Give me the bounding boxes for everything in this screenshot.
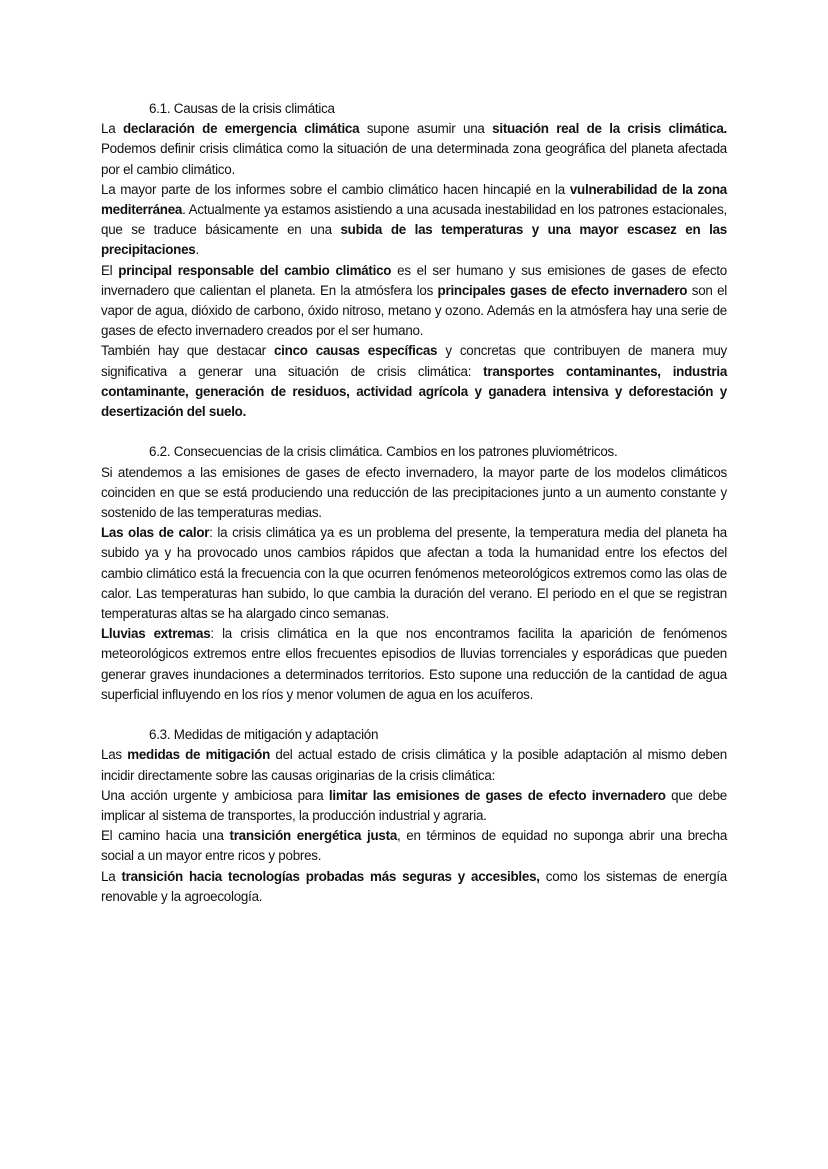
section-heading: 6.1. Causas de la crisis climática	[149, 101, 335, 116]
text-run: Las	[101, 747, 128, 763]
text-run: La mayor parte de los informes sobre el cambio climático hacen hincapié en la	[101, 181, 570, 197]
text-run: son el vapor de agua, dióxido de carbono, óxido nitroso, metano y ozono. Además en la atmósfera hay una serie de gases de efecto invernadero creados por el ser humano.	[101, 282, 728, 339]
text-run: supone asumir una	[359, 121, 493, 137]
text-run: El	[101, 262, 119, 278]
section-2	[101, 442, 727, 705]
text-run: Si atendemos a las emisiones de gases de efecto invernadero, la mayor parte de los modelos climáticos coinciden en que se está produciendo una reducción de las precipitaciones junto a un aumento constante y sostenido de las temperaturas medias.	[101, 464, 727, 521]
text-run: La	[101, 868, 122, 884]
bold-text: principal responsable del cambio climático	[118, 262, 392, 278]
paragraph	[101, 463, 727, 524]
bold-text: declaración de emergencia climática	[122, 121, 360, 137]
paragraph	[101, 119, 727, 180]
section-1	[101, 99, 727, 422]
paragraph	[101, 341, 727, 422]
document-page	[101, 99, 727, 927]
paragraph	[101, 867, 727, 907]
text-run: Una acción urgente y ambiciosa para	[101, 787, 329, 803]
bold-text: transición energética justa	[229, 828, 398, 844]
bold-text: medidas de mitigación	[127, 747, 271, 763]
text-run: del actual estado de crisis climática y la posible adaptación al mismo deben incidir directamente sobre las causas originarias de la crisis climática:	[101, 747, 727, 783]
bold-text: Las olas de calor	[101, 525, 210, 541]
text-run: . Actualmente ya estamos asistiendo a una acusada inestabilidad en los patrones estacionales, que se traduce básicamente en una	[101, 202, 727, 238]
bold-text: limitar las emisiones de gases de efecto invernadero	[328, 787, 666, 803]
bold-text: cinco causas específicas	[273, 343, 438, 359]
paragraph	[101, 523, 727, 624]
bold-text: transportes contaminantes, industria contaminante, generación de residuos, actividad agrícola y ganadera intensiva y deforestación y desertización del suelo.	[101, 363, 728, 420]
bold-text: principales gases de efecto invernadero	[437, 282, 688, 298]
text-run: y concretas que contribuyen de manera muy significativa a generar una situación de crisis climática:	[101, 343, 727, 379]
bold-text: situación real de la crisis climática.	[492, 121, 727, 137]
bold-text: vulnerabilidad de la zona mediterránea	[101, 181, 727, 218]
paragraph	[101, 624, 727, 705]
paragraph	[101, 826, 727, 866]
paragraph	[101, 261, 727, 342]
text-run: que debe implicar al sistema de transportes, la producción industrial y agraria.	[101, 787, 728, 824]
bold-text: Lluvias extremas	[101, 626, 211, 642]
section-heading: 6.2. Consecuencias de la crisis climática. Cambios en los patrones pluviométricos.	[149, 444, 618, 460]
bold-text: transición hacia tecnologías probadas más seguras y accesibles,	[121, 868, 540, 884]
text-run: La	[101, 121, 123, 137]
text-run: : la crisis climática en la que nos encontramos facilita la aparición de fenómenos meteorológicos extremos entre ellos frecuentes episodios de lluvias torrenciales y esporádicas que pueden generar graves inundaciones a determinados territorios. Esto supone una reducción de la cantidad de agua superficial influyendo en los ríos y menor volumen de agua en los acuíferos.	[101, 626, 727, 702]
text-run: como los sistemas de energía renovable y la agroecología.	[101, 868, 727, 904]
text-run: También hay que destacar	[101, 343, 274, 359]
text-run: El camino hacia una	[101, 828, 230, 844]
text-run: .	[195, 242, 199, 258]
text-run: es el ser humano y sus emisiones de gases de efecto invernadero que calientan el planeta. En la atmósfera los	[101, 262, 727, 298]
text-run: : la crisis climática ya es un problema del presente, la temperatura media del planeta ha subido ya y ha provocado unos cambios rápidos que afectan a toda la humanidad entre los efectos del cambio climático está la frecuencia con la que ocurren fenómenos meteorológicos extremos como las olas de calor. Las temperaturas han subido, lo que cambia la duración del verano. El periodo en el que se registran temperaturas altas se ha alargado cinco semanas.	[101, 525, 727, 622]
paragraph	[101, 745, 727, 785]
section-3	[101, 725, 727, 907]
bold-text: subida de las temperaturas y una mayor escasez en las precipitaciones	[101, 222, 727, 258]
paragraph	[101, 180, 727, 261]
text-run: , en términos de equidad no suponga abrir una brecha social a un mayor entre ricos y pobres.	[101, 828, 728, 864]
section-heading: 6.3. Medidas de mitigación y adaptación	[149, 727, 379, 743]
text-run: Podemos definir crisis climática como la situación de una determinada zona geográfica del planeta afectada por el cambio climático.	[101, 141, 727, 177]
paragraph	[101, 786, 727, 826]
